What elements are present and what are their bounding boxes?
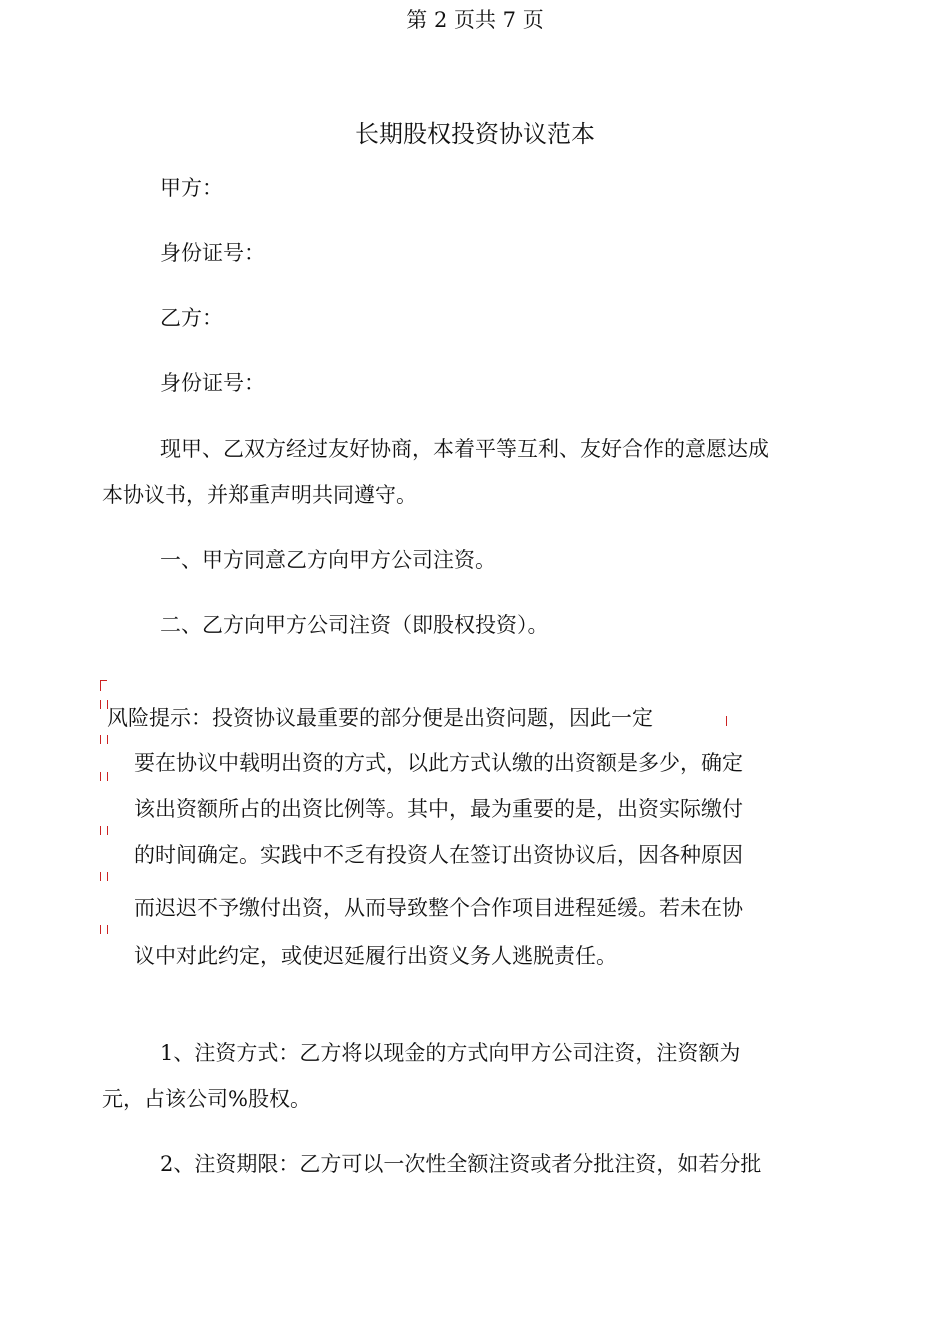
risk-marker-bracket: [100, 680, 107, 691]
risk-note-line-5: 而迟迟不予缴付出资，从而导致整个合作项目进程延缓。若未在协: [134, 896, 743, 920]
risk-note-line-4: 的时间确定。实践中不乏有投资人在签订出资协议后，因各种原因: [134, 843, 743, 867]
risk-note-end-mark: [726, 716, 727, 726]
item-1-line-1: 1、注资方式：乙方将以现金的方式向甲方公司注资，注资额为: [160, 1041, 741, 1065]
risk-marker-tick: [100, 826, 108, 835]
risk-note-line-6: 议中对此约定，或使迟延履行出资义务人逃脱责任。: [134, 944, 617, 968]
party-a-id-label: 身份证号：: [160, 241, 265, 265]
item-1-line-2: 元，占该公司%股权。: [102, 1087, 311, 1111]
party-b-id-label: 身份证号：: [160, 371, 265, 395]
risk-marker-tick: [100, 735, 108, 744]
intro-line-2: 本协议书，并郑重声明共同遵守。: [102, 483, 417, 507]
risk-marker-tick: [100, 772, 108, 781]
page-indicator: 第 2 页共 7 页: [406, 8, 544, 32]
risk-marker-tick: [100, 925, 108, 934]
clause-2: 二、乙方向甲方公司注资（即股权投资）。: [160, 613, 549, 637]
risk-note-line-1: 风险提示：投资协议最重要的部分便是出资问题，因此一定: [107, 706, 653, 730]
risk-note-line-2: 要在协议中载明出资的方式，以此方式认缴的出资额是多少，确定: [134, 751, 743, 775]
risk-marker-tick: [100, 872, 108, 881]
party-a-label: 甲方：: [160, 176, 223, 200]
intro-line-1: 现甲、乙双方经过友好协商，本着平等互利、友好合作的意愿达成: [160, 437, 769, 461]
clause-1: 一、甲方同意乙方向甲方公司注资。: [160, 548, 496, 572]
document-title: 长期股权投资协议范本: [355, 120, 595, 148]
risk-note-line-3: 该出资额所占的出资比例等。其中，最为重要的是，出资实际缴付: [134, 797, 743, 821]
party-b-label: 乙方：: [160, 306, 223, 330]
item-2-line-1: 2、注资期限：乙方可以一次性全额注资或者分批注资，如若分批: [160, 1152, 762, 1176]
